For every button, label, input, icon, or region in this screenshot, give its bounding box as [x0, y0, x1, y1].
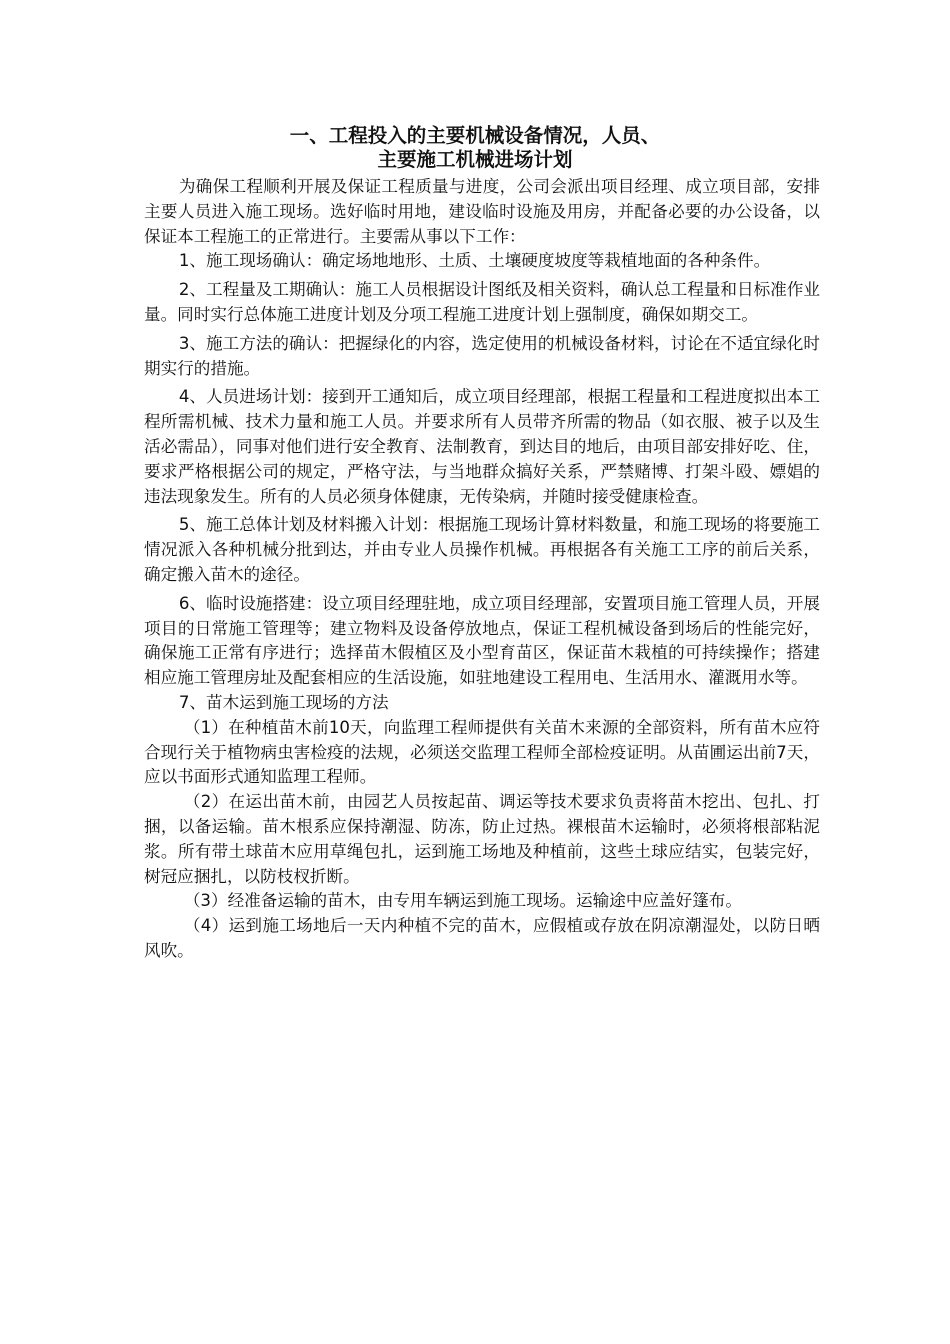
paragraph-transport-step-2: （2）在运出苗木前，由园艺人员按起苗、调运等技术要求负责将苗木挖出、包扎、打捆，以备运输。苗木根系应保持潮湿、防冻，防止过热。裸根苗木运输时，必须将根部粘泥浆。所有带土球苗木应用草绳包扎，运到施工场地及种植前，这些土球应结实，包装完好，树冠应捆扎，以防枝杈折断。	[144, 792, 820, 886]
paragraph-seedling-transport-heading: 7、苗木运到施工现场的方法	[178, 692, 389, 712]
paragraph-transport-step-4: （4）运到施工场地后一天内种植不完的苗木，应假植或存放在阴凉潮湿处，以防日晒风吹。	[144, 916, 820, 960]
title-line-2: 主要施工机械进场计划	[377, 148, 573, 171]
intro-paragraph: 为确保工程顺利开展及保证工程质量与进度，公司会派出项目经理、成立项目部，安排主要人员进入施工现场。选好临时用地，建设临时设施及用房，并配备必要的办公设备，以保证本工程施工的正常进行。主要需从事以下工作：	[144, 177, 820, 246]
paragraph-site-confirmation: 1、施工现场确认：确定场地地形、土质、土壤硬度坡度等栽植地面的各种条件。	[178, 251, 771, 271]
title-line-1: 一、工程投入的主要机械设备情况，人员、	[289, 124, 661, 147]
paragraph-temporary-facilities: 6、临时设施搭建：设立项目经理驻地，成立项目经理部，安置项目施工管理人员，开展项目的日常施工管理等；建立物料及设备停放地点，保证工程机械设备到场后的性能完好，确保施工正常有序进行；选择苗木假植区及小型育苗区，保证苗木栽植的可持续操作；搭建相应施工管理房址及配套相应的生活设施，如驻地建设工程用电、生活用水、灌溉用水等。	[144, 593, 820, 688]
paragraph-method-confirmation: 3、施工方法的确认：把握绿化的内容，选定使用的机械设备材料，讨论在不适宜绿化时期实行的措施。	[144, 333, 820, 378]
document-title	[120, 124, 830, 172]
paragraph-overall-plan: 5、施工总体计划及材料搬入计划：根据施工现场计算材料数量，和施工现场的将要施工情况派入各种机械分批到达，并由专业人员操作机械。再根据各有关施工工序的前后关系，确定搬入苗木的途径。	[144, 515, 820, 584]
paragraph-quantity-schedule: 2、工程量及工期确认：施工人员根据设计图纸及相关资料，确认总工程量和日标准作业量。同时实行总体施工进度计划及分项工程施工进度计划上强制度，确保如期交工。	[144, 280, 820, 324]
paragraph-personnel-plan: 4、人员进场计划：接到开工通知后，成立项目经理部，根据工程量和工程进度拟出本工程所需机械、技术力量和施工人员。并要求所有人员带齐所需的物品（如衣服、被子以及生活必需品），同事对他们进行安全教育、法制教育，到达目的地后，由项目部安排好吃、住，要求严格根据公司的规定，严格守法，与当地群众搞好关系，严禁赌博、打架斗殴、嫖娼的违法现象发生。所有的人员必须身体健康，无传染病，并随时接受健康检查。	[144, 387, 820, 506]
document-body	[144, 175, 820, 964]
paragraph-transport-step-3: （3）经准备运输的苗木，由专用车辆运到施工现场。运输途中应盖好篷布。	[183, 891, 742, 911]
paragraph-transport-step-1: （1）在种植苗木前10天，向监理工程师提供有关苗木来源的全部资料，所有苗木应符合现行关于植物病虫害检疫的法规，必须送交监理工程师全部检疫证明。从苗圃运出前7天，应以书面形式通知监理工程师。	[144, 717, 820, 787]
